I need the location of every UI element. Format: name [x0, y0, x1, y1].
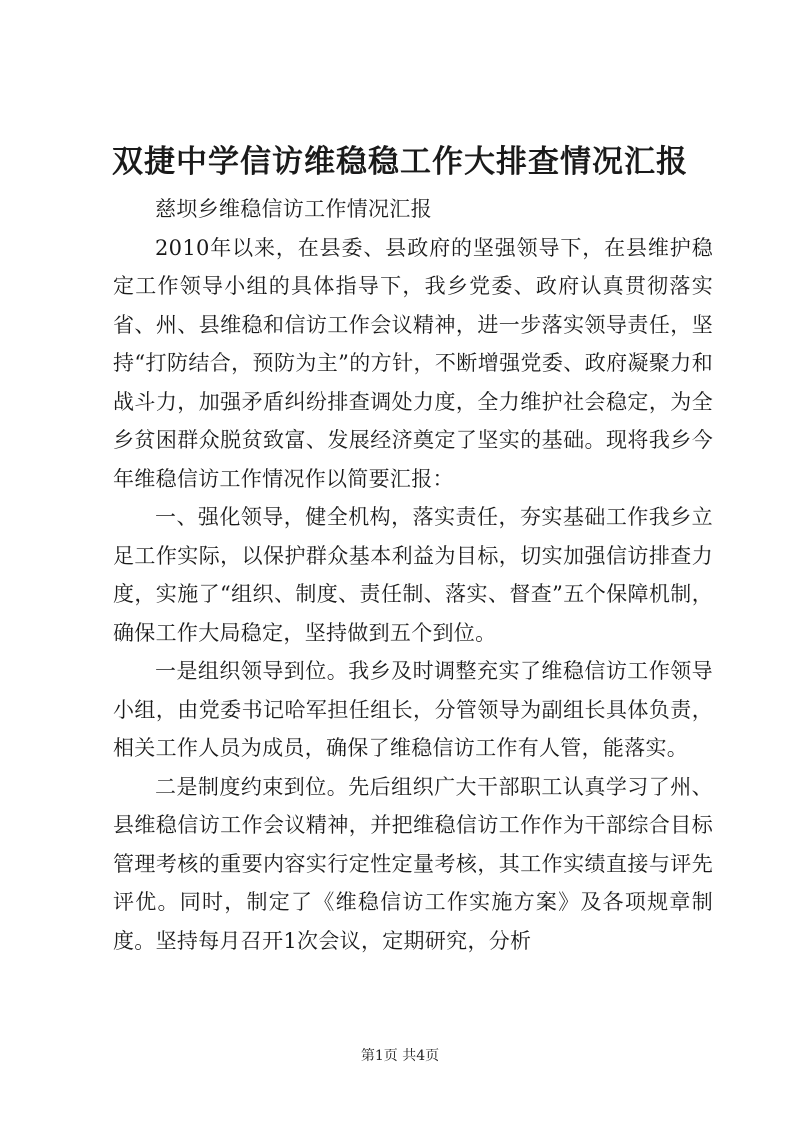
subtitle-paragraph: 慈坝乡维稳信访工作情况汇报 — [155, 197, 432, 221]
page-number-footer: 第1页 共4页 — [360, 1048, 440, 1064]
intro-paragraph: 2010年以来，在县委、县政府的坚强领导下，在县维护稳定工作领导小组的具体指导下，我乡党委、政府认真贯彻落实省、州、县维稳和信访工作会议精神，进一步落实领导责任，坚持“打防结合，预防为主”的方针，不断增强党委、政府凝聚力和战斗力，加强矛盾纠纷排查调处力度，全力维护社会稳定，为全乡贫困群众脱贫致富、发展经济奠定了坚实的基础。现将我乡今年维稳信访工作情况作以简要汇报： — [113, 235, 713, 491]
organization-paragraph: 一是组织领导到位。我乡及时调整充实了维稳信访工作领导小组，由党委书记哈军担任组长，分管领导为副组长具体负责，相关工作人员为成员，确保了维稳信访工作有人管，能落实。 — [113, 659, 713, 760]
document-title: 双捷中学信访维稳稳工作大排查情况汇报 — [112, 144, 688, 180]
system-paragraph: 二是制度约束到位。先后组织广大干部职工认真学习了州、县维稳信访工作会议精神，并把维稳信访工作作为干部综合目标管理考核的重要内容实行定性定量考核，其工作实绩直接与评先评优。同时，制定了《维稳信访工作实施方案》及各项规章制度。坚持每月召开1次会议，定期研究，分析 — [113, 774, 713, 953]
document-body — [113, 190, 713, 960]
section-one-paragraph: 一、强化领导，健全机构，落实责任，夯实基础工作我乡立足工作实际，以保护群众基本利益为目标，切实加强信访排查力度，实施了“组织、制度、责任制、落实、督查”五个保障机制，确保工作大局稳定，坚持做到五个到位。 — [113, 505, 713, 645]
